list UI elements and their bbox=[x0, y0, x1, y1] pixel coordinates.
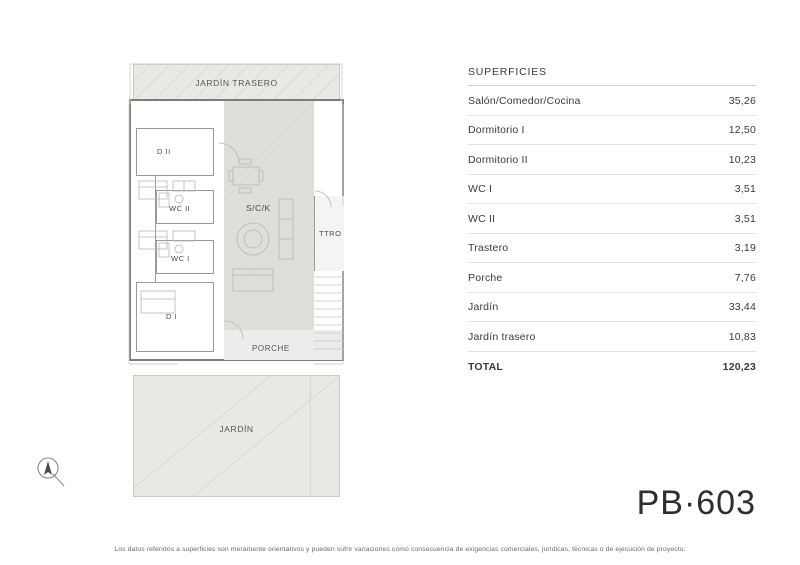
table-row bbox=[468, 116, 756, 146]
table-row bbox=[468, 293, 756, 323]
surface-value: 3,19 bbox=[734, 242, 756, 254]
surface-name: Jardín bbox=[468, 301, 499, 313]
surface-value: 7,76 bbox=[734, 271, 756, 284]
table-row bbox=[468, 322, 756, 352]
surface-name: Salón/Comedor/Cocina bbox=[468, 94, 581, 107]
surface-name: WC II bbox=[468, 212, 496, 225]
surface-value: 35,26 bbox=[728, 94, 756, 107]
surface-value: 33,44 bbox=[728, 301, 756, 313]
surface-value: 3,51 bbox=[734, 212, 756, 225]
porch-label: PORCHE bbox=[252, 344, 290, 353]
rear-garden-label: JARDÍN TRASERO bbox=[195, 78, 278, 88]
table-row bbox=[468, 204, 756, 234]
plot-boundary bbox=[118, 56, 358, 506]
garden-label: JARDÍN bbox=[219, 424, 254, 434]
surface-value: 12,50 bbox=[728, 124, 756, 136]
surface-name: WC I bbox=[468, 183, 493, 195]
bedroom-2-label: D II bbox=[157, 147, 171, 156]
surface-name: Dormitorio II bbox=[468, 153, 528, 166]
surface-name: Dormitorio I bbox=[468, 124, 525, 136]
surfaces-title: SUPERFICIES bbox=[468, 66, 756, 86]
storage-label: TTRO bbox=[319, 229, 342, 238]
total-label: TOTAL bbox=[468, 360, 504, 373]
floor-plan bbox=[0, 0, 420, 525]
surface-name: Jardín trasero bbox=[468, 330, 536, 343]
footer-disclaimer: Los datos referidos a superficies son meramente orientativos y pueden sufrir variaciones como consecuencia de exigencias comerciales, jurídicas, técnicas o de ejecución de proyecto. bbox=[114, 546, 686, 553]
living-label: S/C/K bbox=[246, 203, 271, 213]
surface-name: Porche bbox=[468, 271, 503, 284]
surface-value: 3,51 bbox=[734, 183, 756, 195]
plan-code: PB·603 bbox=[636, 484, 756, 522]
table-row bbox=[468, 86, 756, 116]
table-row bbox=[468, 175, 756, 205]
bedroom-1-label: D I bbox=[166, 312, 178, 321]
table-row bbox=[468, 234, 756, 264]
bathroom-2-label: WC II bbox=[169, 204, 191, 213]
surface-value: 10,23 bbox=[728, 153, 756, 166]
bathroom-1-label: WC I bbox=[171, 254, 190, 263]
surfaces-table bbox=[468, 66, 756, 381]
total-value: 120,23 bbox=[722, 360, 756, 373]
north-arrow-icon bbox=[34, 455, 68, 489]
table-row bbox=[468, 145, 756, 175]
surface-name: Trastero bbox=[468, 242, 509, 254]
table-row-total bbox=[468, 352, 756, 381]
surface-value: 10,83 bbox=[728, 330, 756, 343]
table-row bbox=[468, 263, 756, 293]
